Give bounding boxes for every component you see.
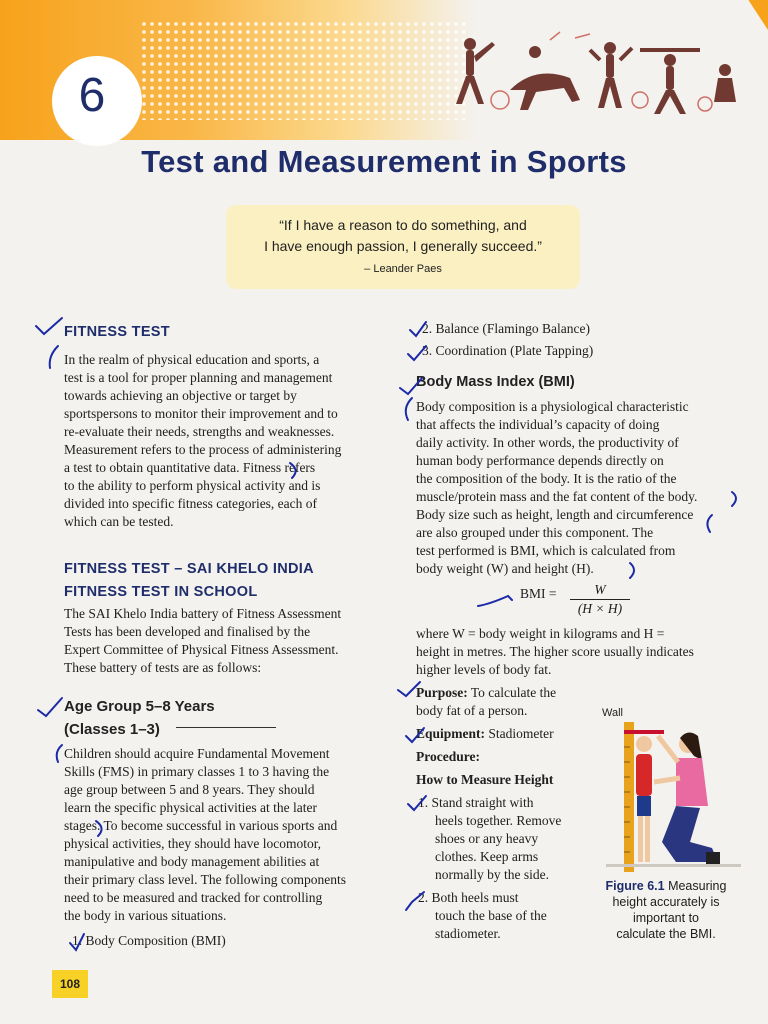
paragraph-line: which can be tested.	[64, 514, 174, 529]
quote-line-2: I have enough passion, I generally succeed.”	[264, 238, 542, 254]
paragraph-line: towards achieving an objective or target by	[64, 388, 297, 403]
purpose-text: To calculate the	[467, 685, 557, 700]
purpose-block	[416, 684, 596, 720]
sai-khelo-paragraph	[64, 605, 386, 677]
paragraph-line: re-evaluate their needs, strengths and weaknesses.	[64, 424, 335, 439]
paragraph-line: stages. To become successful in various sports and	[64, 818, 338, 833]
age-group-heading	[64, 695, 215, 741]
purpose-line-2: body fat of a person.	[416, 703, 528, 718]
paragraph-line: divided into specific fitness categories, each of	[64, 496, 318, 511]
fitness-test-paragraph	[64, 351, 386, 531]
paragraph-line: a test to obtain quantitative data. Fitness refers	[64, 460, 316, 475]
paragraph-line: learn the specific physical activities at the later	[64, 800, 318, 815]
chapter-title: Test and Measurement in Sports	[141, 144, 627, 179]
quote-author: – Leander Paes	[364, 263, 442, 275]
step-line: heels together. Remove	[435, 813, 562, 828]
measuring-height-illustration	[606, 722, 741, 872]
step-line: touch the base of the	[435, 908, 547, 923]
chapter-number: 6	[78, 69, 106, 122]
paragraph-line: body weight (W) and height (H).	[416, 561, 594, 576]
step-line: shoes or any heavy	[435, 831, 539, 846]
paragraph-line: The SAI Khelo India battery of Fitness Assessment	[64, 606, 342, 621]
paragraph-line: Tests has been developed and finalised by the	[64, 624, 311, 639]
paragraph-line: daily activity. In other words, the productivity of	[416, 435, 679, 450]
purpose-line	[416, 684, 596, 702]
paragraph-line: are also grouped under this component. The	[416, 525, 654, 540]
page-number: 108	[52, 970, 88, 998]
step-line: 1. Stand straight with	[418, 795, 534, 810]
paragraph-line: the composition of the body. It is the ratio of the	[416, 471, 677, 486]
paragraph-line: higher levels of body fat.	[416, 662, 552, 677]
heading-line: FITNESS TEST – SAI KHELO INDIA	[64, 561, 314, 577]
bmi-heading: Body Mass Index (BMI)	[416, 374, 575, 390]
heading-line: FITNESS TEST IN SCHOOL	[64, 584, 258, 600]
paragraph-line: their primary class level. The following components	[64, 872, 347, 887]
where-paragraph	[416, 625, 736, 679]
caption-line: calculate the BMI.	[616, 927, 716, 941]
list-item-balance: 2. Balance (Flamingo Balance)	[422, 321, 590, 336]
paragraph-line: These battery of tests are as follows:	[64, 660, 262, 675]
quote-box	[226, 205, 580, 289]
equipment-text: Stadiometer	[485, 726, 554, 741]
paragraph-line: physical activities, they should have locomotor,	[64, 836, 322, 851]
formula-denominator: (H × H)	[577, 601, 623, 616]
purpose-label: Purpose:	[416, 685, 468, 700]
paragraph-line: age group between 5 and 8 years. They should	[64, 782, 315, 797]
caption-line: height accurately is	[612, 895, 720, 909]
paragraph-line: In the realm of physical education and sports, a	[64, 352, 320, 367]
figure-caption	[596, 878, 736, 942]
paragraph-line: test performed is BMI, which is calculated from	[416, 543, 676, 558]
paragraph-line: where W = body weight in kilograms and H =	[416, 626, 665, 641]
paragraph-line: Skills (FMS) in primary classes 1 to 3 having the	[64, 764, 330, 779]
sai-khelo-heading	[64, 558, 314, 604]
paragraph-line: muscle/protein mass and the fat content of the body.	[416, 489, 698, 504]
step-line: normally by the side.	[435, 867, 549, 882]
paragraph-line: Body composition is a physiological characteristic	[416, 399, 689, 414]
paragraph-line: need to be measured and tracked for controlling	[64, 890, 323, 905]
paragraph-line: the body in various situations.	[64, 908, 227, 923]
procedure-label: Procedure:	[416, 749, 480, 764]
step-2	[418, 889, 578, 943]
age-group-paragraph	[64, 745, 386, 925]
step-line: clothes. Keep arms	[435, 849, 539, 864]
paragraph-line: sportspersons to monitor their improvement and to	[64, 406, 338, 421]
formula-fraction	[570, 582, 630, 617]
caption-line	[596, 878, 736, 894]
paragraph-line: Expert Committee of Physical Fitness Assessment.	[64, 642, 339, 657]
paragraph-line: to the ability to perform physical activity and is	[64, 478, 321, 493]
caption-line: important to	[632, 911, 699, 925]
step-line: 2. Both heels must	[418, 890, 519, 905]
step-line: stadiometer.	[435, 926, 501, 941]
list-item-coordination: 3. Coordination (Plate Tapping)	[422, 343, 594, 358]
wall-label: Wall	[602, 707, 623, 719]
paragraph-line: that affects the individual’s capacity of doing	[416, 417, 660, 432]
paragraph-line: manipulative and body management abilities at	[64, 854, 320, 869]
equipment-label: Equipment:	[416, 726, 486, 741]
quote-line-1: “If I have a reason to do something, and	[279, 217, 527, 233]
list-item-body-composition: 1. Body Composition (BMI)	[72, 933, 226, 948]
fitness-test-heading: FITNESS TEST	[64, 324, 170, 340]
paragraph-line: human body performance depends directly on	[416, 453, 664, 468]
how-to-measure-heading: How to Measure Height	[416, 772, 554, 787]
paragraph-line: height in metres. The higher score usually indicates	[416, 644, 694, 659]
step-1	[418, 794, 578, 884]
paragraph-line: test is a tool for proper planning and management	[64, 370, 333, 385]
heading-rule	[176, 727, 276, 728]
paragraph-line: Body size such as height, length and circumference	[416, 507, 694, 522]
caption-text: Measuring	[664, 879, 727, 893]
heading-line: (Classes 1–3)	[64, 721, 160, 738]
paragraph-line: Measurement refers to the process of administering	[64, 442, 342, 457]
caption-label: Figure 6.1	[605, 879, 665, 893]
sports-silhouettes-illustration	[440, 30, 750, 120]
paragraph-line: Children should acquire Fundamental Movement	[64, 746, 330, 761]
equipment-line	[416, 725, 554, 743]
halftone-dots	[140, 20, 470, 120]
bmi-paragraph	[416, 398, 736, 578]
heading-line: Age Group 5–8 Years	[64, 698, 215, 715]
formula-lhs: BMI =	[520, 586, 557, 601]
formula-numerator: W	[570, 582, 630, 600]
